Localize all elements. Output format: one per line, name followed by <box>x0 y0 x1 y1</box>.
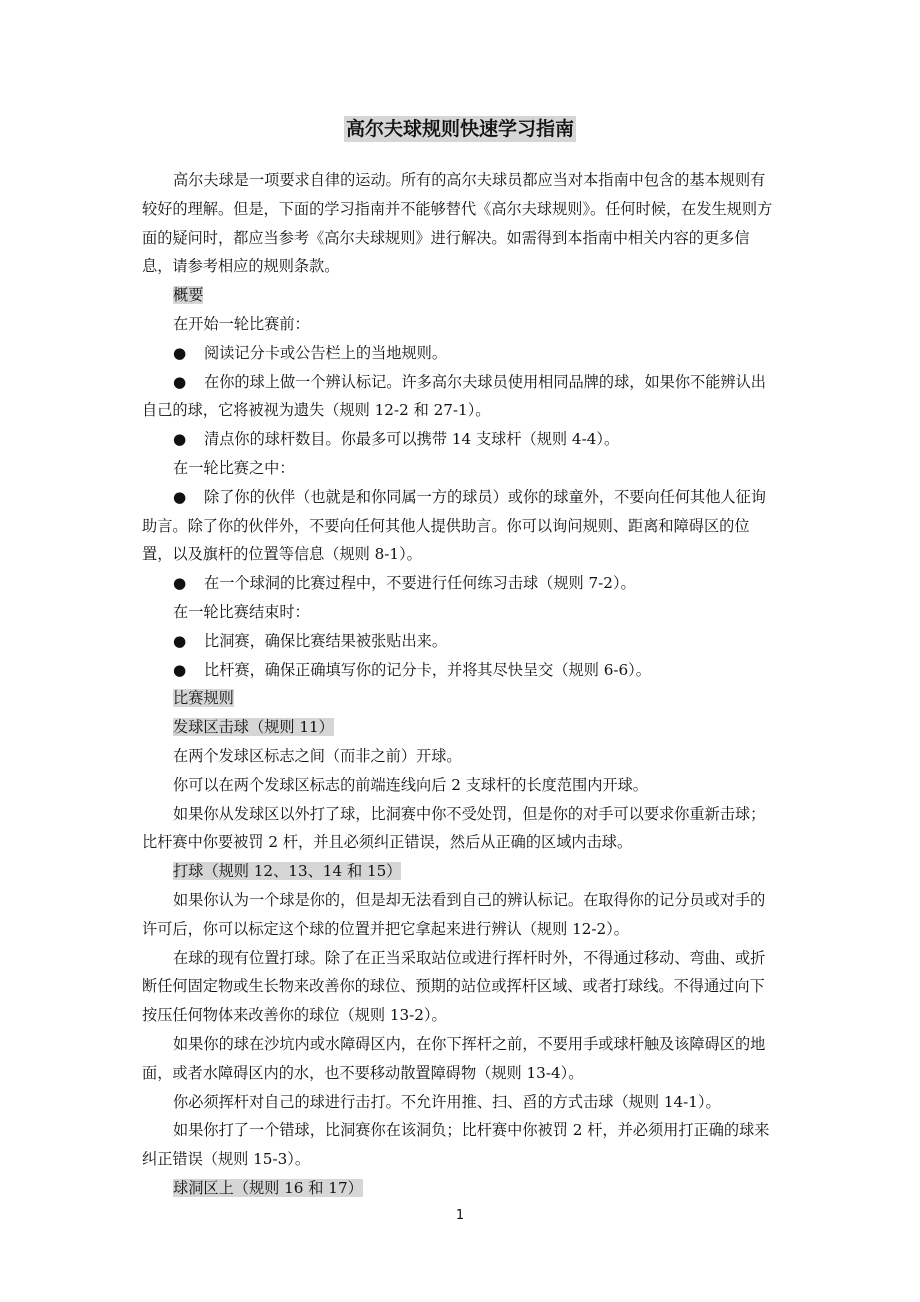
subsection-heading-playing: 打球（规则 12、13、14 和 15） <box>173 862 402 881</box>
rule-paragraph: 如果你打了一个错球，比洞赛你在该洞负；比杆赛中你被罚 2 杆，并必须用打正确的球来纠正错误（规则 15-3）。 <box>142 1121 770 1169</box>
bullet-item: ● 清点你的球杆数目。你最多可以携带 14 支球杆（规则 4-4）。 <box>142 425 778 454</box>
section-heading-overview: 概要 <box>173 286 204 305</box>
rule-paragraph: 如果你认为一个球是你的，但是却无法看到自己的辨认标记。在取得你的记分员或对手的许可后，你可以标定这个球的位置并把它拿起来进行辨认（规则 12-2）。 <box>142 890 766 938</box>
rule-paragraph: 你必须挥杆对自己的球进行击打。不允许用推、扫、舀的方式击球（规则 14-1）。 <box>173 1092 721 1111</box>
rule-paragraph: 你可以在两个发球区标志的前端连线向后 2 支球杆的长度范围内开球。 <box>173 775 648 794</box>
bullet-item: ● 在一个球洞的比赛过程中，不要进行任何练习击球（规则 7-2）。 <box>142 569 778 598</box>
bullet-item: ● 比洞赛，确保比赛结果被张贴出来。 <box>142 627 778 656</box>
intro-paragraph: 高尔夫球是一项要求自律的运动。所有的高尔夫球员都应当对本指南中包含的基本规则有较好的理解。但是，下面的学习指南并不能够替代《高尔夫球规则》。任何时候，在发生规则方面的疑问时，都应当参考《高尔夫球规则》进行解决。如需得到本指南中相关内容的更多信息，请参考相应的规则条款。 <box>142 171 773 276</box>
bullet-dot-icon: ● <box>173 430 187 449</box>
rule-paragraph: 在球的现有位置打球。除了在正当采取站位或进行挥杆时外，不得通过移动、弯曲、或折断任何固定物或生长物来改善你的球位、预期的站位或挥杆区域、或者打球线。不得通过向下按压任何物体来改善你的球位（规则 13-2）。 <box>142 948 766 1025</box>
bullet-dot-icon: ● <box>173 372 187 391</box>
bullet-dot-icon: ● <box>173 343 187 362</box>
bullet-dot-icon: ● <box>173 631 187 650</box>
bullet-item: ● 除了你的伙伴（也就是和你同属一方的球员）或你的球童外，不要向任何其他人征询助言。除了你的伙伴外，不要向任何其他人提供助言。你可以询问规则、距离和障碍区的位置，以及旗杆的位置等信息（规则 8-1）。 <box>142 483 778 569</box>
bullet-dot-icon: ● <box>173 574 187 593</box>
before-round-label: 在开始一轮比赛前： <box>173 314 310 333</box>
during-round-label: 在一轮比赛之中： <box>173 458 295 477</box>
document-title: 高尔夫球规则快速学习指南 <box>345 118 574 140</box>
rule-paragraph: 在两个发球区标志之间（而非之前）开球。 <box>173 746 462 765</box>
rule-paragraph: 如果你的球在沙坑内或水障碍区内，在你下挥杆之前，不要用手或球杆触及该障碍区的地面，或者水障碍区内的水，也不要移动散置障碍物（规则 13-4）。 <box>142 1034 766 1082</box>
subsection-heading-teeing: 发球区击球（规则 11） <box>173 718 334 737</box>
document-body <box>142 166 778 1203</box>
section-heading-rules: 比赛规则 <box>173 689 234 708</box>
bullet-item: ● 比杆赛，确保正确填写你的记分卡，并将其尽快呈交（规则 6-6）。 <box>142 656 778 685</box>
bullet-dot-icon: ● <box>173 487 187 506</box>
subsection-heading-green: 球洞区上（规则 16 和 17） <box>173 1178 363 1197</box>
end-round-label: 在一轮比赛结束时： <box>173 602 310 621</box>
page-number: 1 <box>455 1208 465 1223</box>
bullet-dot-icon: ● <box>173 660 187 679</box>
rule-paragraph: 如果你从发球区以外打了球，比洞赛中你不受处罚，但是你的对手可以要求你重新击球；比杆赛中你要被罚 2 杆，并且必须纠正错误，然后从正确的区域内击球。 <box>142 804 766 852</box>
bullet-item: ● 在你的球上做一个辨认标记。许多高尔夫球员使用相同品牌的球，如果你不能辨认出自己的球，它将被视为遗失（规则 12-2 和 27-1）。 <box>142 368 778 426</box>
bullet-item: ● 阅读记分卡或公告栏上的当地规则。 <box>142 339 778 368</box>
